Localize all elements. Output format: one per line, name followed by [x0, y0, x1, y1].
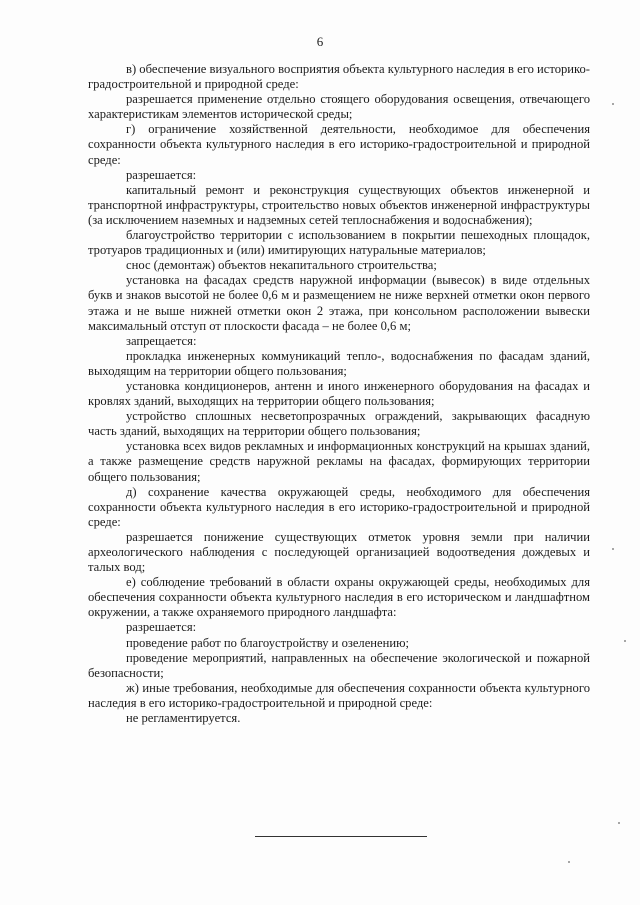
paragraph: ж) иные требования, необходимые для обеспечения сохранности объекта культурного наследия в его историко-градостроительной и природной среде: — [88, 680, 590, 710]
paragraph: установка на фасадах средств наружной информации (вывесок) в виде отдельных букв и знаков высотой не более 0,6 м и размещением не ниже верхней отметки окон первого этажа и не выше нижней отметки окон 2 этажа, при консольном расположении вывески максимальный отступ от плоскости фасада – не более 0,6 м; — [88, 273, 590, 333]
paragraph: благоустройство территории с использованием в покрытии пешеходных площадок, тротуаров традиционных и (или) имитирующих натуральные материалов; — [88, 228, 590, 258]
paragraph: запрещается: — [126, 333, 197, 348]
paragraph: разрешается: — [126, 620, 197, 635]
paragraph: разрешается: — [126, 167, 197, 182]
scan-speck — [624, 640, 626, 642]
scan-speck — [612, 548, 614, 550]
paragraph: разрешается применение отдельно стоящего оборудования освещения, отвечающего характеристикам элементов исторической среды; — [88, 92, 590, 122]
paragraph: е) соблюдение требований в области охраны окружающей среды, необходимых для обеспечения сохранности объекта культурного наследия в его историческом и ландшафтном окружении, а также охраняемого природного ландшафта: — [88, 575, 590, 620]
paragraph: устройство сплошных несветопрозрачных ограждений, закрывающих фасадную часть зданий, выходящих на территории общего пользования; — [88, 409, 590, 439]
page-number: 6 — [316, 34, 324, 49]
paragraph: установка кондиционеров, антенн и иного инженерного оборудования на фасадах и кровлях зданий, выходящих на территории общего пользования; — [88, 378, 590, 409]
scan-speck — [568, 861, 570, 863]
paragraph: проведение мероприятий, направленных на обеспечение экологической и пожарной безопасности; — [88, 650, 590, 680]
paragraph: д) сохранение качества окружающей среды, необходимого для обеспечения сохранности объекта культурного наследия в его историко-градостроительной и природной среде: — [88, 484, 590, 529]
paragraph: снос (демонтаж) объектов некапитального строительства; — [126, 258, 437, 273]
paragraph: не регламентируется. — [126, 711, 241, 726]
scan-speck — [612, 103, 614, 105]
paragraph: установка всех видов рекламных и информационных конструкций на крышах зданий, а также размещение средств наружной рекламы на фасадах, формирующих территории общего пользования; — [88, 439, 590, 484]
paragraph: разрешается понижение существующих отметок уровня земли при наличии археологического наблюдения с последующей организацией водоотведения дождевых и талых вод; — [88, 529, 590, 575]
closing-rule — [255, 836, 427, 837]
paragraph: прокладка инженерных коммуникаций тепло-, водоснабжения по фасадам зданий, выходящим на территории общего пользования; — [88, 348, 590, 378]
paragraph: проведение работ по благоустройству и озеленению; — [126, 635, 410, 650]
scan-speck — [618, 822, 620, 824]
paragraph: капитальный ремонт и реконструкция существующих объектов инженерной и транспортной инфраструктуры, строительство новых объектов инженерной инфраструктуры (за исключением наземных и надземных сетей теплоснабжения и водоснабжения); — [88, 182, 590, 227]
paragraph: г) ограничение хозяйственной деятельности, необходимое для обеспечения сохранности объекта культурного наследия в его историко-градостроительной и природной среде: — [88, 122, 590, 167]
paragraph: в) обеспечение визуального восприятия объекта культурного наследия в его историко-градостроительной и природной среде: — [88, 62, 590, 92]
document-body — [88, 62, 590, 726]
